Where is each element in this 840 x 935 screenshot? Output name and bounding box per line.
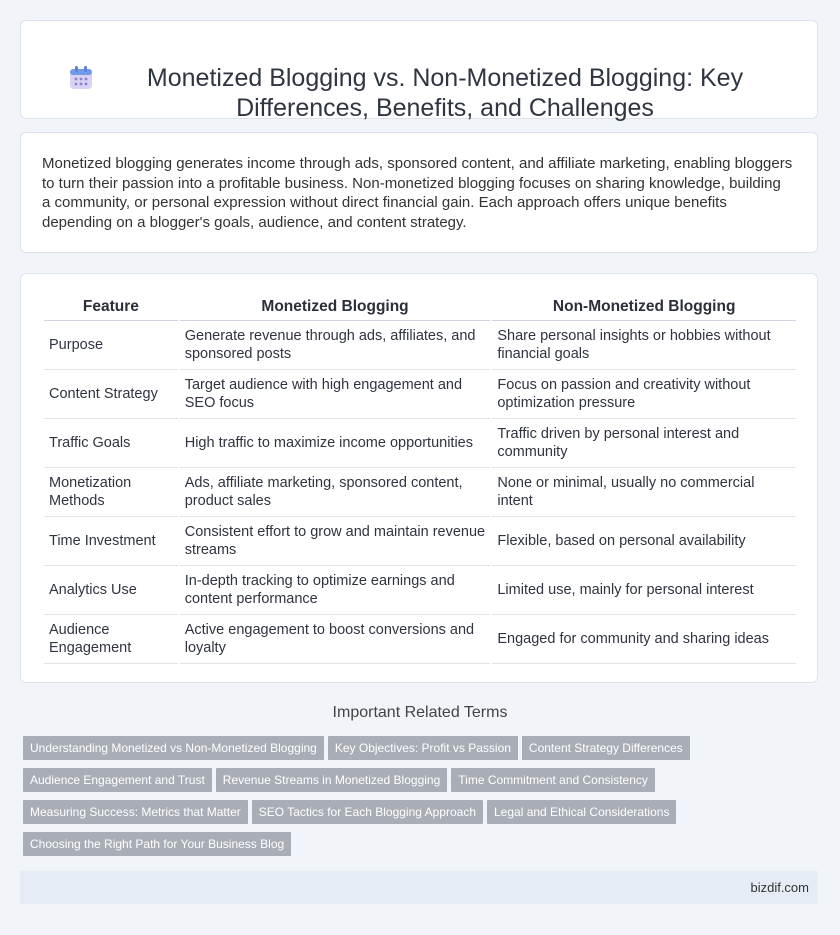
monetized-cell: High traffic to maximize income opportunities: [180, 419, 491, 468]
footer: [20, 871, 818, 904]
non-monetized-cell: Traffic driven by personal interest and community: [492, 419, 796, 468]
feature-cell: Monetization Methods: [44, 468, 178, 517]
related-term-tag[interactable]: Choosing the Right Path for Your Business Blog: [23, 832, 291, 856]
header-monetized: Monetized Blogging: [180, 294, 491, 321]
related-term-tag[interactable]: Revenue Streams in Monetized Blogging: [216, 768, 447, 792]
related-term-tag[interactable]: Measuring Success: Metrics that Matter: [23, 800, 248, 824]
related-term-tag[interactable]: SEO Tactics for Each Blogging Approach: [252, 800, 483, 824]
footer-site-link[interactable]: bizdif.com: [750, 880, 809, 895]
table-row: [44, 370, 796, 419]
non-monetized-cell: Focus on passion and creativity without optimization pressure: [492, 370, 796, 419]
feature-cell: Time Investment: [44, 517, 178, 566]
feature-cell: Analytics Use: [44, 566, 178, 615]
related-term-tag[interactable]: Understanding Monetized vs Non-Monetized Blogging: [23, 736, 324, 760]
monetized-cell: Ads, affiliate marketing, sponsored content, product sales: [180, 468, 491, 517]
table-row: [44, 321, 796, 370]
intro-text: Monetized blogging generates income through ads, sponsored content, and affiliate marketing, enabling bloggers to turn their passion into a profitable business. Non-monetized blogging focuses on sharing knowledge, building a community, or personal expression without direct financial gain. Each approach offers unique benefits depending on a blogger's goals, audience, and content strategy.: [42, 155, 793, 231]
table-row: [44, 615, 796, 664]
header-non-monetized: Non-Monetized Blogging: [492, 294, 796, 321]
non-monetized-cell: Flexible, based on personal availability: [492, 517, 796, 566]
comparison-table-card: [20, 273, 818, 683]
table-header-row: [44, 294, 796, 321]
non-monetized-cell: Engaged for community and sharing ideas: [492, 615, 796, 664]
monetized-cell: In-depth tracking to optimize earnings and content performance: [180, 566, 491, 615]
related-term-tag[interactable]: Content Strategy Differences: [522, 736, 690, 760]
related-term-tag[interactable]: Audience Engagement and Trust: [23, 768, 212, 792]
related-term-tag[interactable]: Legal and Ethical Considerations: [487, 800, 676, 824]
related-term-tag[interactable]: Time Commitment and Consistency: [451, 768, 655, 792]
page-title: Monetized Blogging vs. Non-Monetized Blogging: Key Differences, Benefits, and Challenges: [146, 64, 744, 122]
feature-cell: Traffic Goals: [44, 419, 178, 468]
monetized-cell: Active engagement to boost conversions and loyalty: [180, 615, 491, 664]
related-terms-list: [23, 736, 723, 864]
feature-cell: Content Strategy: [44, 370, 178, 419]
monetized-cell: Consistent effort to grow and maintain revenue streams: [180, 517, 491, 566]
table-row: [44, 468, 796, 517]
comparison-table: [42, 294, 798, 664]
table-row: [44, 419, 796, 468]
non-monetized-cell: Limited use, mainly for personal interest: [492, 566, 796, 615]
monetized-cell: Generate revenue through ads, affiliates, and sponsored posts: [180, 321, 491, 370]
feature-cell: Audience Engagement: [44, 615, 178, 664]
related-term-tag[interactable]: Key Objectives: Profit vs Passion: [328, 736, 518, 760]
table-row: [44, 566, 796, 615]
header-card: [20, 20, 818, 122]
non-monetized-cell: None or minimal, usually no commercial intent: [492, 468, 796, 517]
table-row: [44, 517, 796, 566]
header-feature: Feature: [44, 294, 178, 321]
non-monetized-cell: Share personal insights or hobbies without financial goals: [492, 321, 796, 370]
feature-cell: Purpose: [44, 321, 178, 370]
related-terms-heading: Important Related Terms: [332, 704, 508, 721]
monetized-cell: Target audience with high engagement and SEO focus: [180, 370, 491, 419]
intro-card: [20, 132, 818, 253]
